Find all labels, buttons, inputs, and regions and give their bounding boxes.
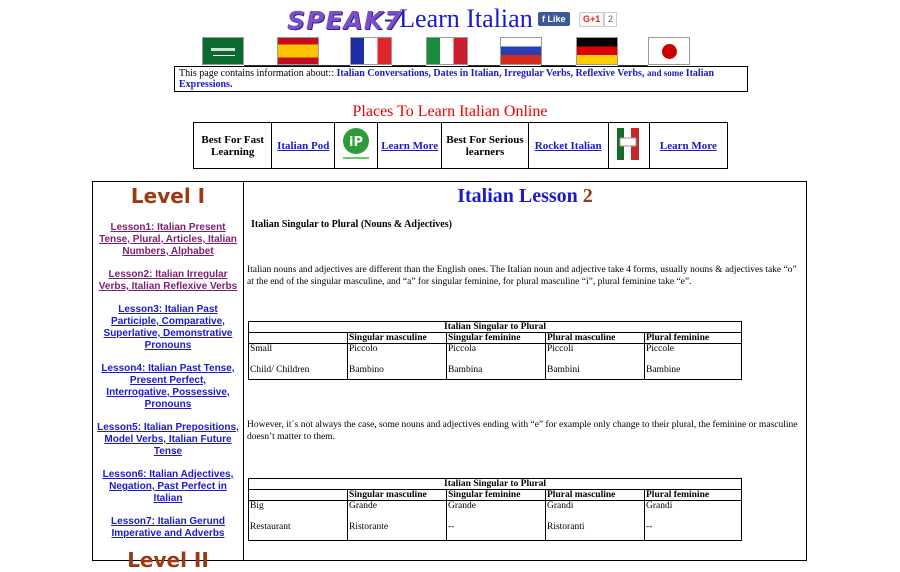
table-header-cell: Plural masculine bbox=[546, 333, 645, 344]
lesson-paragraph-2: However, it`s not always the case, some nouns and adjectives ending with “e” for example only change to their plural, the feminine or masculine doesn’t matter to them. bbox=[247, 420, 798, 442]
lesson-link-5[interactable]: Lesson5: Italian Prepositions, Model Verbs, Italian Future Tense bbox=[97, 422, 239, 457]
table-header-cell: Singular masculine bbox=[348, 333, 447, 344]
main-container bbox=[92, 181, 807, 572]
places-table bbox=[193, 122, 728, 169]
lesson-link-1[interactable]: Lesson1: Italian Present Tense, Plural, Articles, Italian Numbers, Alphabet bbox=[99, 222, 237, 257]
table-cell bbox=[249, 501, 348, 541]
italianpod-logo-icon[interactable] bbox=[334, 123, 377, 169]
learn-more-link-2[interactable]: Learn More bbox=[659, 139, 717, 152]
table-cell bbox=[249, 344, 348, 380]
france-flag-icon[interactable] bbox=[350, 37, 392, 65]
level-2-heading: Level II bbox=[127, 548, 209, 572]
russia-flag-icon[interactable] bbox=[500, 37, 542, 65]
lesson-title-text: Italian Lesson bbox=[457, 185, 578, 207]
lesson-sidebar bbox=[93, 182, 244, 572]
speak7-logo[interactable]: SPEAK7 bbox=[287, 6, 403, 35]
lesson-subheading: Italian Singular to Plural (Nouns & Adjectives) bbox=[251, 219, 452, 230]
italian-pod-link[interactable]: Italian Pod bbox=[277, 139, 330, 152]
learn-more-link-1[interactable]: Learn More bbox=[381, 139, 439, 152]
table-title: Italian Singular to Plural bbox=[249, 479, 742, 490]
info-topic-links[interactable]: Italian Conversations, Dates in Italian, Irregular Verbs, Reflexive Verbs, bbox=[336, 68, 645, 79]
cell-value: Grandi bbox=[547, 501, 574, 511]
page-header bbox=[0, 4, 900, 34]
cell-value: Bambina bbox=[448, 365, 483, 375]
cell-value: Piccoli bbox=[547, 344, 574, 354]
facebook-icon: f bbox=[542, 14, 548, 24]
cell-value: Bambine bbox=[646, 365, 681, 375]
learn-more-cell-1 bbox=[377, 123, 441, 169]
best-serious-label: Best For Serious learners bbox=[442, 123, 528, 169]
italian-expressions-link[interactable]: Italian Expressions. bbox=[179, 68, 715, 90]
best-fast-label: Best For Fast Learning bbox=[194, 123, 272, 169]
table-cell bbox=[645, 501, 742, 541]
table-cell bbox=[546, 501, 645, 541]
svg-text:iP: iP bbox=[348, 135, 363, 150]
table-header-cell: Plural masculine bbox=[546, 490, 645, 501]
facebook-like-label: Like bbox=[547, 14, 566, 24]
page-title: - Learn Italian bbox=[384, 4, 533, 33]
google-plus-count: 2 bbox=[604, 12, 617, 27]
lesson-number: 2 bbox=[582, 185, 593, 207]
lesson-link-4[interactable]: Lesson4: Italian Past Tense, Present Perfect, Interrogative, Possessive, Pronouns bbox=[101, 363, 235, 410]
spain-flag-icon[interactable] bbox=[277, 37, 319, 65]
cell-value: -- bbox=[646, 522, 653, 532]
table-cell bbox=[447, 501, 546, 541]
info-and: and some bbox=[646, 68, 684, 78]
table-header-cell: Singular feminine bbox=[447, 490, 546, 501]
lesson-paragraph-1: Italian nouns and adjectives are different than the English ones. The Italian noun and adjective take 4 forms, usually nouns & adjectives take “o” at the end of the singular masculine, and “a” for singular feminine, for plural masculine “i”, plural feminine take “e”. bbox=[247, 265, 797, 287]
lesson-link-2[interactable]: Lesson2: Italian Irregular Verbs, Italian Reflexive Verbs bbox=[98, 269, 238, 292]
table-cell bbox=[645, 344, 742, 380]
rocket-italian-link[interactable]: Rocket Italian bbox=[534, 139, 602, 152]
cell-value: Grande bbox=[349, 501, 377, 511]
table-cell bbox=[546, 344, 645, 380]
plural-table-1 bbox=[248, 321, 742, 380]
cell-value: -- bbox=[448, 522, 455, 532]
row-label: Small bbox=[250, 344, 273, 354]
table-cell bbox=[447, 344, 546, 380]
lesson-link-6[interactable]: Lesson6: Italian Adjectives, Negation, Past Perfect in Italian bbox=[102, 469, 234, 504]
saudi-flag-icon[interactable] bbox=[202, 37, 244, 65]
cell-value: Piccola bbox=[448, 344, 476, 354]
row-label: Big bbox=[250, 501, 264, 511]
table-header-cell: Plural feminine bbox=[645, 490, 742, 501]
table-header-cell: Singular masculine bbox=[348, 490, 447, 501]
cell-value: Piccolo bbox=[349, 344, 378, 354]
cell-value: Bambini bbox=[547, 365, 580, 375]
rocket-italian-box-icon[interactable] bbox=[608, 123, 649, 169]
row-label: Child/ Children bbox=[250, 365, 310, 375]
facebook-like-button[interactable] bbox=[538, 12, 570, 26]
page-info-box bbox=[174, 66, 748, 92]
lesson-link-7[interactable]: Lesson7: Italian Gerund Imperative and Adverbs bbox=[111, 516, 225, 539]
germany-flag-icon[interactable] bbox=[576, 37, 618, 65]
cell-value: Grande bbox=[448, 501, 476, 511]
cell-value: Piccole bbox=[646, 344, 674, 354]
language-flags bbox=[0, 37, 900, 67]
rocket-italian-cell bbox=[528, 123, 608, 169]
learn-more-cell-2 bbox=[649, 123, 727, 169]
row-label: Restaurant bbox=[250, 522, 291, 532]
plural-table-2 bbox=[248, 478, 742, 541]
places-title: Places To Learn Italian Online bbox=[352, 103, 548, 120]
table-header-cell bbox=[249, 333, 348, 344]
italian-pod-cell bbox=[272, 123, 335, 169]
cell-value: Grandi bbox=[646, 501, 673, 511]
table-header-cell bbox=[249, 490, 348, 501]
table-header-cell: Plural feminine bbox=[645, 333, 742, 344]
cell-value: Ristorante bbox=[349, 522, 389, 532]
level-heading: Level I bbox=[130, 184, 206, 208]
info-prefix: This page contains information about:: bbox=[179, 68, 334, 79]
lesson-content bbox=[244, 182, 806, 560]
lesson-title bbox=[244, 185, 806, 208]
japan-flag-icon[interactable] bbox=[648, 37, 690, 65]
table-cell bbox=[348, 501, 447, 541]
cell-value: Ristoranti bbox=[547, 522, 585, 532]
table-cell bbox=[348, 344, 447, 380]
lesson-link-3[interactable]: Lesson3: Italian Past Participle, Comparative, Superlative, Demonstrative Pronouns bbox=[103, 304, 233, 351]
cell-value: Bambino bbox=[349, 365, 384, 375]
table-header-cell: Singular feminine bbox=[447, 333, 546, 344]
google-plus-button[interactable]: G+1 bbox=[579, 12, 604, 27]
table-title: Italian Singular to Plural bbox=[249, 322, 742, 333]
italy-flag-icon[interactable] bbox=[426, 37, 468, 65]
